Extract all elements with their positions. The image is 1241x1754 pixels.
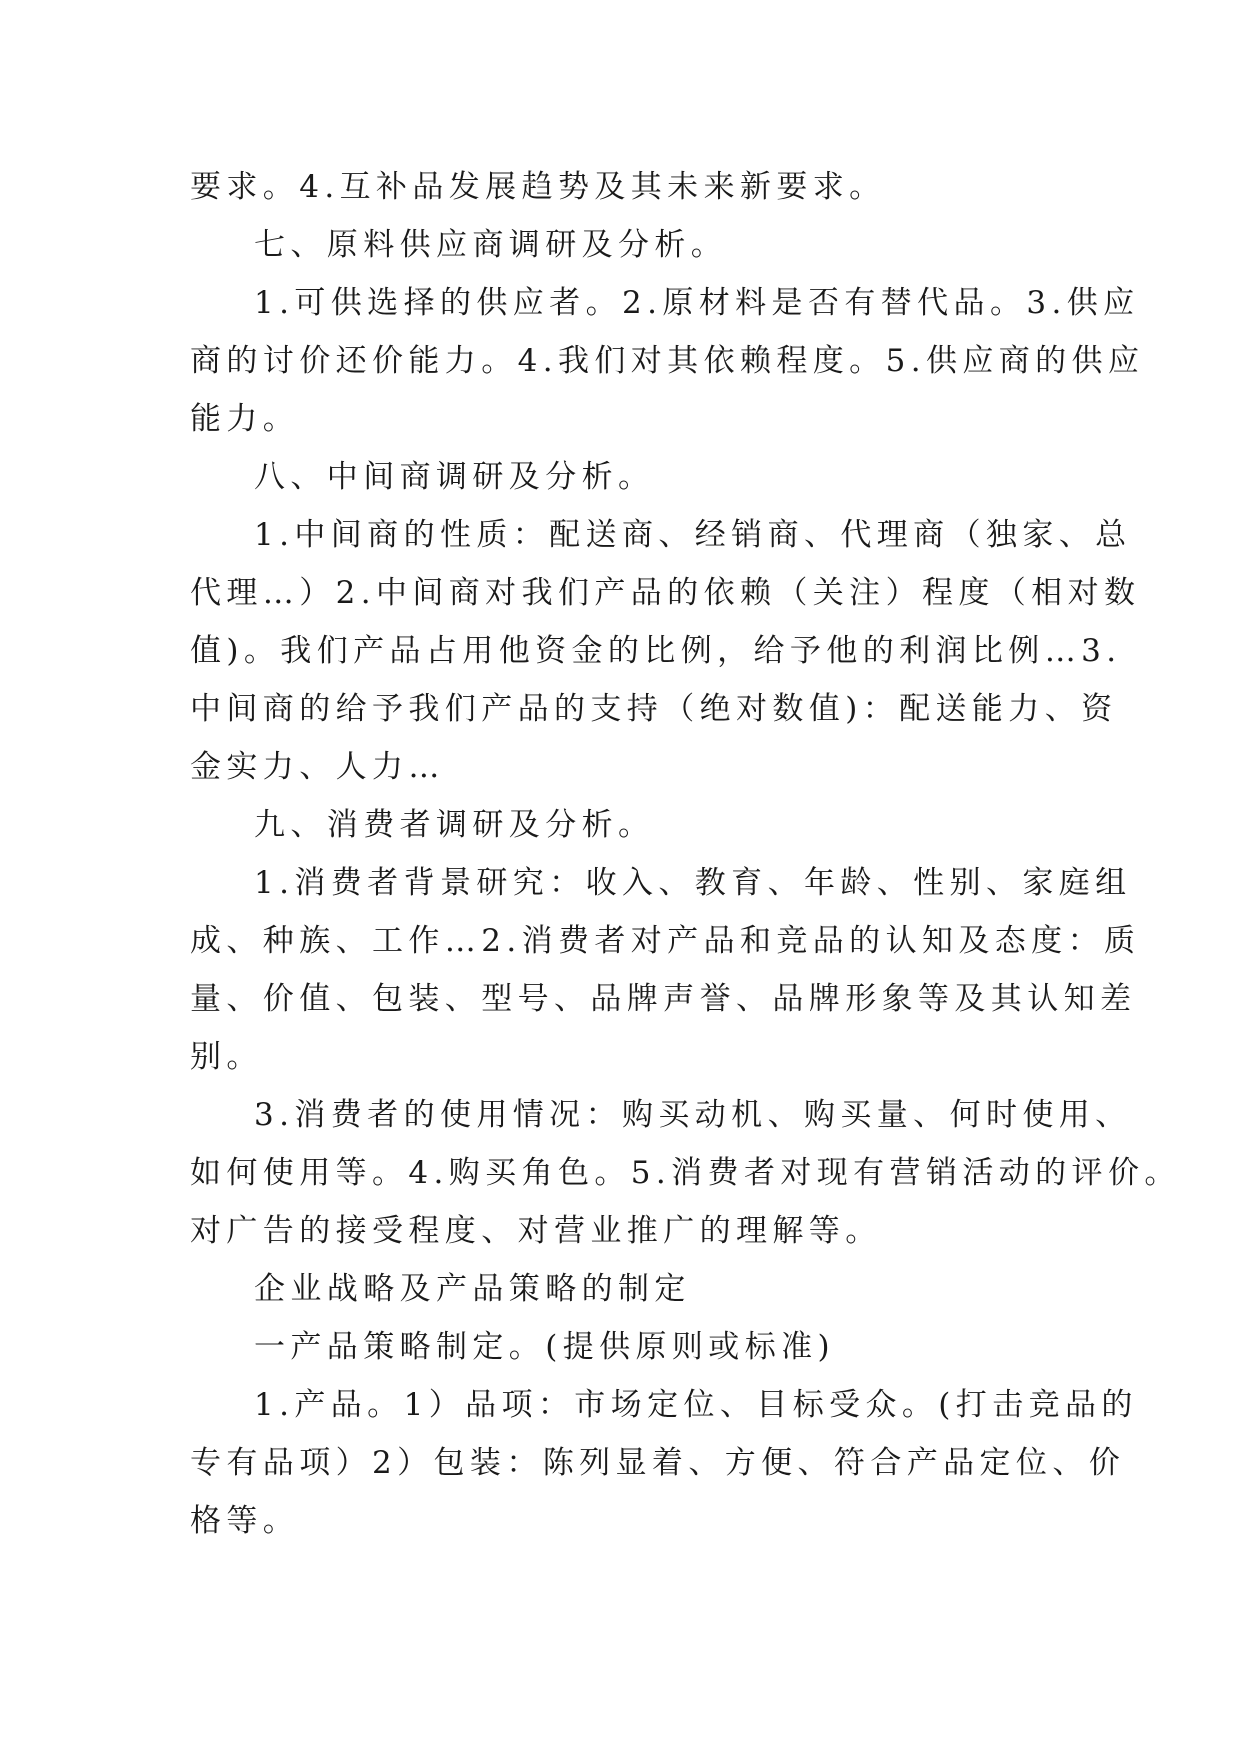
text-line: 格等。 xyxy=(190,1503,300,1539)
text-line: 中间商的给予我们产品的支持（绝对数值)：配送能力、资 xyxy=(190,691,1118,727)
document-body xyxy=(190,158,1181,1550)
text-line: 要求。4.互补品发展趋势及其未来新要求。 xyxy=(190,169,886,205)
text-line: 1.可供选择的供应者。2.原材料是否有替代品。3.供应 xyxy=(254,285,1140,321)
section-heading: 九、消费者调研及分析。 xyxy=(254,807,655,843)
text-line: 能力。 xyxy=(190,401,300,437)
text-line: 如何使用等。4.购买角色。5.消费者对现有营销活动的评价。 xyxy=(190,1155,1181,1191)
text-line: 专有品项）2）包装：陈列显着、方便、符合产品定位、价 xyxy=(190,1445,1126,1481)
text-line: 量、价值、包装、型号、品牌声誉、品牌形象等及其认知差 xyxy=(190,981,1137,1017)
section-heading: 一产品策略制定。(提供原则或标准) xyxy=(254,1329,835,1365)
text-line: 3.消费者的使用情况：购买动机、购买量、何时使用、 xyxy=(254,1097,1132,1133)
text-line: 成、种族、工作…2.消费者对产品和竞品的认知及态度：质 xyxy=(190,923,1141,959)
text-line: 值)。我们产品占用他资金的比例，给予他的利润比例…3. xyxy=(190,633,1122,669)
text-line: 1.消费者背景研究：收入、教育、年龄、性别、家庭组 xyxy=(254,865,1132,901)
text-line: 1.产品。1）品项：市场定位、目标受众。(打击竞品的 xyxy=(254,1387,1138,1423)
text-line: 对广告的接受程度、对营业推广的理解等。 xyxy=(190,1213,882,1249)
section-heading: 八、中间商调研及分析。 xyxy=(254,459,655,495)
text-line: 别。 xyxy=(190,1039,263,1075)
text-line: 商的讨价还价能力。4.我们对其依赖程度。5.供应商的供应 xyxy=(190,343,1145,379)
text-line: 金实力、人力… xyxy=(190,749,445,785)
section-heading: 七、原料供应商调研及分析。 xyxy=(254,227,728,263)
section-heading: 企业战略及产品策略的制定 xyxy=(254,1271,691,1307)
text-line: 代理…）2.中间商对我们产品的依赖（关注）程度（相对数 xyxy=(190,575,1141,611)
text-line: 1.中间商的性质：配送商、经销商、代理商（独家、总 xyxy=(254,517,1132,553)
